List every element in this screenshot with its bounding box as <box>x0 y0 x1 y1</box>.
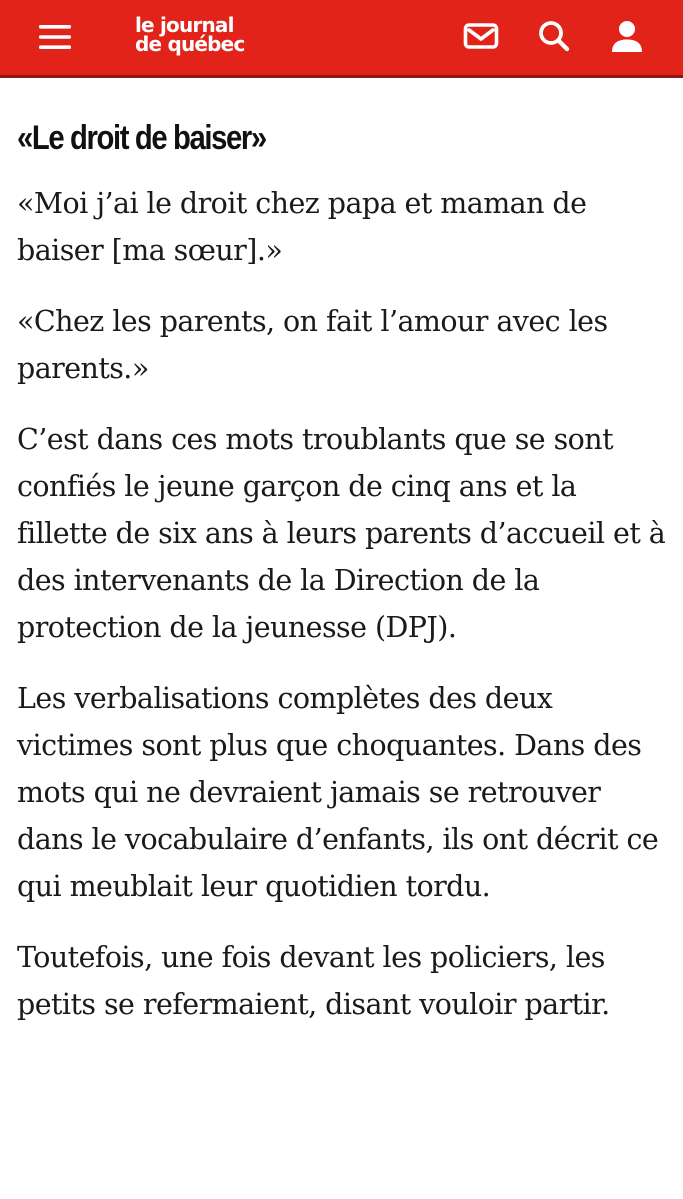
logo-line-1: le journal <box>135 13 234 37</box>
article-paragraph: «Moi j’ai le droit chez papa et maman de baiser [ma sœur].» <box>17 187 587 267</box>
magnifier-search-icon <box>537 19 571 53</box>
article-paragraph: C’est dans ces mots troublants que se sont confiés le jeune garçon de cinq ans et la fillette de six ans à leurs parents d’accueil et à des intervenants de la Direction de la protection de la jeunesse (DPJ). <box>17 423 666 644</box>
hamburger-menu-icon <box>37 23 73 51</box>
search-button[interactable] <box>530 12 578 60</box>
account-button[interactable] <box>603 12 651 60</box>
article-paragraph: Toutefois, une fois devant les policiers, les petits se refermaient, disant vouloir partir. <box>17 941 610 1021</box>
article-subheading: «Le droit de baiser» <box>17 119 266 157</box>
user-account-icon <box>610 19 644 53</box>
site-logo[interactable] <box>135 13 245 56</box>
newsletter-button[interactable] <box>457 12 505 60</box>
top-navigation-bar <box>0 0 683 78</box>
article-paragraph: «Chez les parents, on fait l’amour avec les parents.» <box>17 305 608 385</box>
menu-button[interactable] <box>31 13 79 61</box>
article-paragraph: Les verbalisations complètes des deux victimes sont plus que choquantes. Dans des mots qui ne devraient jamais se retrouver dans le vocabulaire d’enfants, ils ont décrit ce qui meublait leur quotidien tordu. <box>17 682 659 903</box>
article-body <box>17 118 667 1052</box>
logo-line-2: de québec <box>135 32 245 56</box>
mail-envelope-icon <box>463 22 499 50</box>
